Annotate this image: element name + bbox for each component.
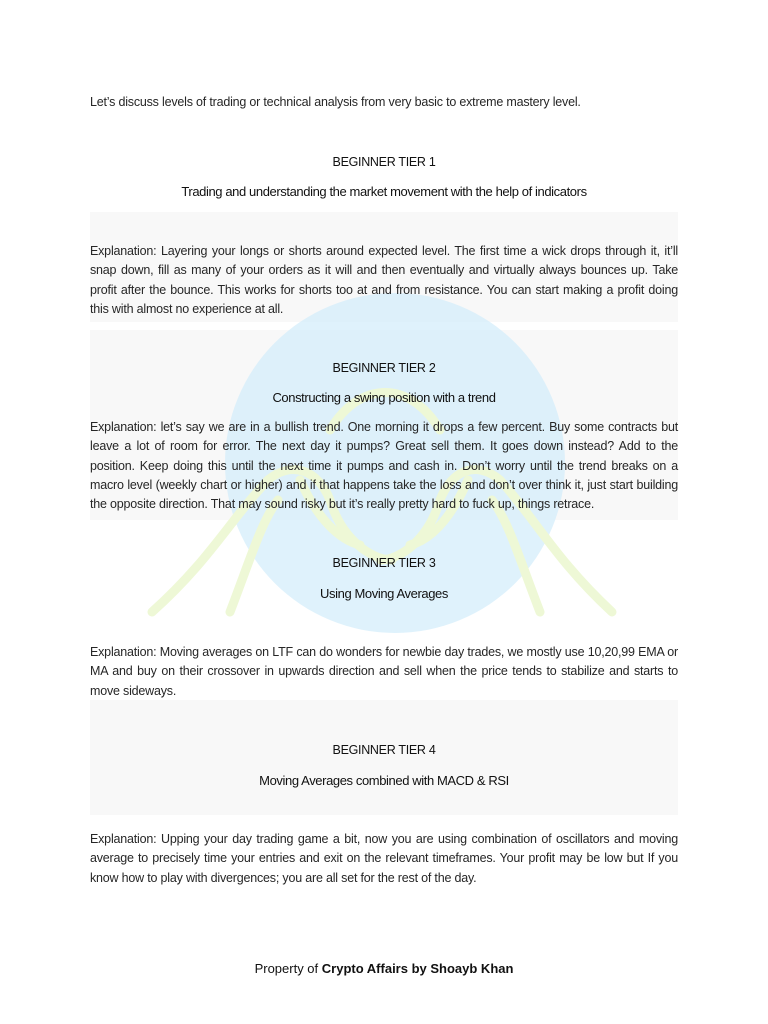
tier-2-explanation: Explanation: let’s say we are in a bullish trend. One morning it drops a few percent. Buy some contracts but leave a lot of room for error. The next day it pumps? Great sell them. It goes down instead? Add to the position. Keep doing this until the next time it pumps and cash in. Don’t worry until the trend breaks on a macro level (weekly chart or higher) and if that happens take the loss and don’t over think it, just start building the opposite direction. That may sound risky but it’s really pretty hard to fuck up, things retrace. — [90, 420, 678, 512]
tier-4-explanation: Explanation: Upping your day trading game a bit, now you are using combination of oscillators and moving average to precisely time your entries and exit on the relevant timeframes. Your profit may be low but If you know how to play with divergences; you are all set for the rest of the day. — [90, 832, 678, 885]
tier-1-heading: BEGINNER TIER 1 — [332, 155, 436, 169]
tier-3-explanation: Explanation: Moving averages on LTF can do wonders for newbie day trades, we mostly use 10,20,99 EMA or MA and buy on their crossover in upwards direction and sell when the price tends to stabilize and starts to move sideways. — [90, 645, 678, 698]
intro-text: Let’s discuss levels of trading or technical analysis from very basic to extreme mastery level. — [90, 95, 581, 109]
tier-2-subtitle: Constructing a swing position with a trend — [272, 390, 496, 405]
tier-4-subtitle: Moving Averages combined with MACD & RSI — [259, 773, 509, 788]
tier-1-explanation: Explanation: Layering your longs or shorts around expected level. The first time a wick drops through it, it’ll snap down, fill as many of your orders as it will and then eventually and virtually always bounces up. Take profit after the bounce. This works for shorts too at and from resistance. You can start making a profit doing this with almost no experience at all. — [90, 244, 678, 316]
tier-4-heading: BEGINNER TIER 4 — [332, 743, 436, 757]
tier-2-heading: BEGINNER TIER 2 — [332, 361, 436, 375]
footer-credit — [0, 959, 768, 979]
tier-3-heading: BEGINNER TIER 3 — [332, 556, 436, 570]
tier-1-subtitle: Trading and understanding the market movement with the help of indicators — [181, 184, 587, 199]
tier-3-subtitle: Using Moving Averages — [320, 586, 448, 601]
footer-prefix: Property of — [254, 961, 319, 976]
footer-owner: Crypto Affairs by Shoayb Khan — [321, 961, 514, 976]
